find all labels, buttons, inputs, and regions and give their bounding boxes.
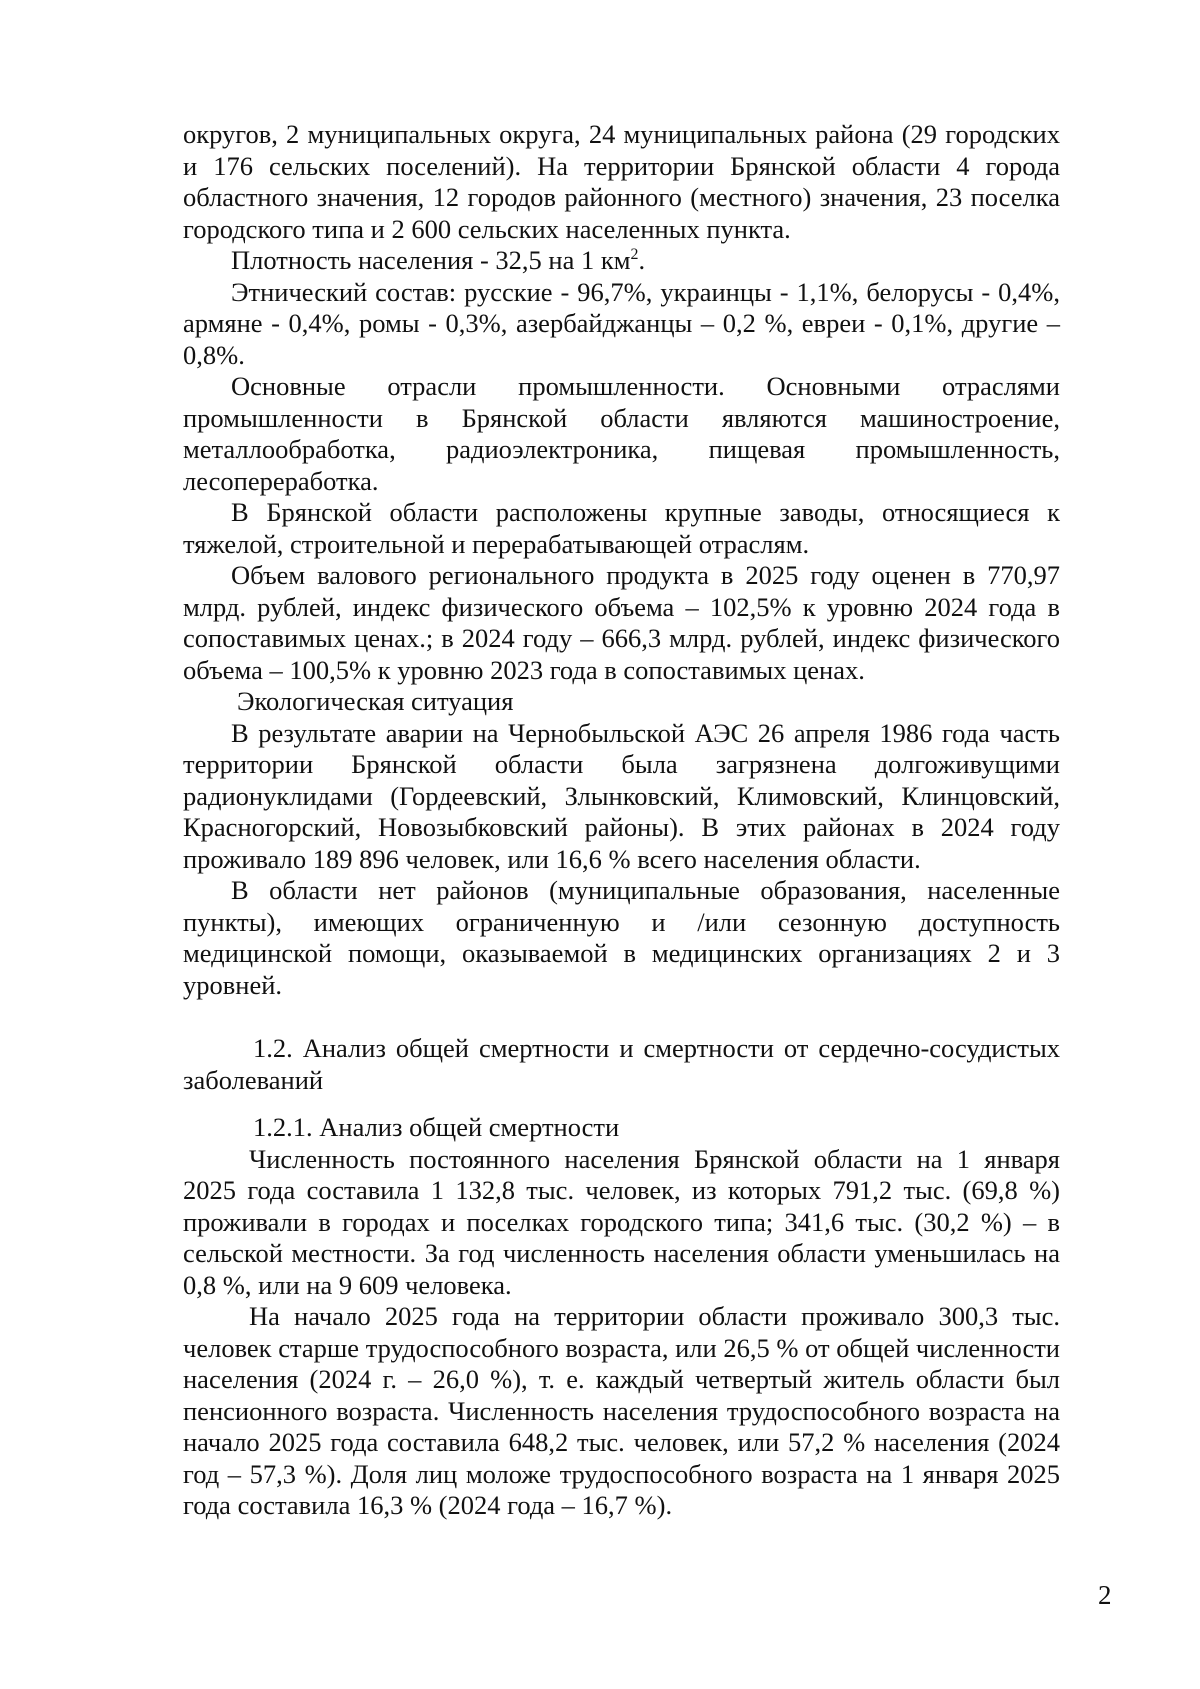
heading-ecological-situation: Экологическая ситуация: [237, 686, 514, 716]
population-density-text: Плотность населения - 32,5 на 1 км: [231, 245, 631, 275]
subsection-heading-general-mortality: 1.2.1. Анализ общей смертности: [253, 1112, 620, 1142]
paragraph-population-count: Численность постоянного населения Брянской области на 1 января 2025 года составила 1 132,8 тыс. человек, из которых 791,2 тыс. (69,8 %) проживали в городах и поселках городского типа; 341,6 тыс. (30,2 %) – в сельской местности. За год численность населения области уменьшилась на 0,8 %, или на 9 609 человека.: [183, 1143, 1060, 1300]
paragraph-medical-access: В области нет районов (муниципальные образования, населенные пункты), имеющих ограниченную и /или сезонную доступность медицинской помощи, оказываемой в медицинских организациях 2 и 3 уровней.: [183, 875, 1060, 1000]
paragraph-ethnic-composition: Этнический состав: русские - 96,7%, украинцы - 1,1%, белорусы - 0,4%, армяне - 0,4%, ромы - 0,3%, азербайджанцы – 0,2 %, евреи - 0,1%, другие – 0,8%.: [183, 276, 1060, 370]
subsection-spacer: [183, 1096, 1060, 1112]
paragraph-plants: В Брянской области расположены крупные заводы, относящиеся к тяжелой, строительной и перерабатывающей отраслям.: [183, 497, 1060, 559]
paragraph-population-density: [183, 245, 1060, 277]
paragraph-grp: Объем валового регионального продукта в 2025 году оценен в 770,97 млрд. рублей, индекс физического объема – 102,5% к уровню 2024 года в сопоставимых ценах.; в 2024 году – 666,3 млрд. рублей, индекс физического объема – 100,5% к уровню 2023 года в сопоставимых ценах.: [183, 560, 1060, 685]
section-heading-mortality-analysis: 1.2. Анализ общей смертности и смертности от сердечно-сосудистых заболеваний: [183, 1033, 1060, 1095]
section-spacer: [183, 1001, 1060, 1033]
superscript-squared: 2: [630, 246, 639, 264]
paragraph-chernobyl: В результате аварии на Чернобыльской АЭС 26 апреля 1986 года часть территории Брянской области была загрязнена долгоживущими радионуклидами (Гордеевский, Злынковский, Климовский, Клинцовский, Красногорский, Новозыбковский районы). В этих районах в 2024 году проживало 189 896 человек, или 16,6 % всего населения области.: [183, 717, 1060, 874]
paragraph-age-structure: На начало 2025 года на территории области проживало 300,3 тыс. человек старше трудоспособного возраста, или 26,5 % от общей численности населения (2024 г. – 26,0 %), т. е. каждый четвертый житель области был пенсионного возраста. Численность населения трудоспособного возраста на начало 2025 года составила 648,2 тыс. человек, или 57,2 % населения (2024 год – 57,3 %). Доля лиц моложе трудоспособного возраста на 1 января 2025 года составила 16,3 % (2024 года – 16,7 %).: [183, 1301, 1060, 1520]
page-body: [183, 119, 1060, 1522]
paragraph-municipal-structure: округов, 2 муниципальных округа, 24 муниципальных района (29 городских и 176 сельских поселений). На территории Брянской области 4 города областного значения, 12 городов районного (местного) значения, 23 поселка городского типа и 2 600 сельских населенных пункта.: [183, 119, 1060, 244]
population-density-period: .: [638, 245, 646, 275]
page-number: 2: [1098, 1580, 1112, 1610]
paragraph-industries: Основные отрасли промышленности. Основными отраслями промышленности в Брянской области являются машиностроение, металлообработка, радиоэлектроника, пищевая промышленность, лесопереработка.: [183, 371, 1060, 496]
